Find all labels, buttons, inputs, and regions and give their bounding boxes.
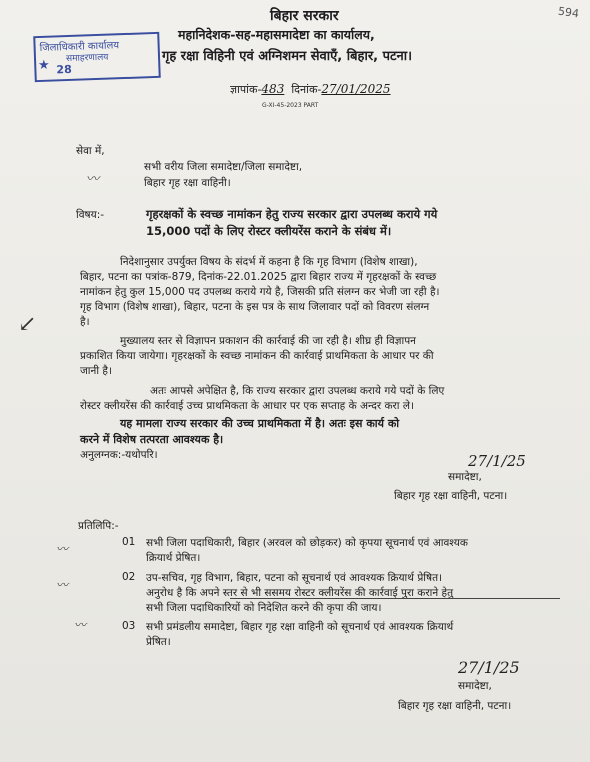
receipt-stamp	[33, 32, 161, 82]
subject-line-2: 15,000 पदों के लिए रोस्टर क्लीयरेंस कराने के संबंध में।	[146, 224, 392, 238]
signature-1-handwriting: 27/1/25	[468, 452, 526, 470]
to-label: सेवा में,	[76, 145, 105, 157]
copy-item-3-line-1: सभी प्रमंडलीय समादेष्टा, बिहार गृह रक्षा वाहिनी को सूचनार्थ एवं आवश्यक क्रियार्थ	[146, 621, 454, 633]
to-line-2: बिहार गृह रक्षा वाहिनी।	[144, 177, 231, 189]
reference-number: 483	[261, 82, 285, 96]
date-value: 27/01/2025	[321, 82, 391, 96]
body-p2-line-1: मुख्यालय स्तर से विज्ञापन प्रकाशन की कार्रवाई की जा रही है। शीघ्र ही विज्ञापन	[120, 335, 416, 347]
handwritten-margin-mark: ↙	[18, 312, 37, 337]
subject-label: विषय:-	[76, 209, 105, 221]
copy-item-1-line-2: क्रियार्थ प्रेषित।	[146, 552, 201, 564]
subject-line-1: गृहरक्षकों के स्वच्छ नामांकन हेतु राज्य सरकार द्वारा उपलब्ध कराये गये	[146, 207, 438, 221]
body-p2-line-2: प्रकाशित किया जायेगा। गृहरक्षकों के स्वच्छ नामांकन की कार्रवाई प्राथमिकता के आधार पर की	[80, 350, 434, 362]
enclosure-note: अनुलग्नक:-यथोपरि।	[80, 449, 158, 461]
signature-2-handwriting: 27/1/25	[458, 658, 520, 677]
body-p1-line-4: गृह विभाग (विशेष शाखा), बिहार, पटना के इस पत्र के साथ जिलावार पदों को विवरण संलग्न	[80, 301, 430, 313]
underline-item-2	[230, 598, 560, 599]
signature-1-title: समादेष्टा,	[448, 471, 482, 483]
signature-2-title: समादेष्टा,	[458, 680, 492, 692]
date-label: दिनांक-	[291, 83, 322, 96]
signature-2-org: बिहार गृह रक्षा वाहिनी, पटना।	[398, 700, 512, 712]
handwritten-tick-1: 〰	[56, 542, 69, 556]
office-name: महानिदेशक-सह-महासमादेष्टा का कार्यालय,	[178, 27, 375, 42]
copy-item-2-line-1: उप-सचिव, गृह विभाग, बिहार, पटना को सूचनार्थ एवं आवश्यक क्रियार्थ प्रेषित।	[146, 572, 443, 584]
body-p2-line-3: जानी है।	[80, 365, 112, 377]
copy-label: प्रतिलिपि:-	[78, 520, 119, 532]
body-p1-line-5: है।	[80, 316, 90, 328]
department-name: गृह रक्षा विहिनी एवं अग्निशमन सेवाएँ, बिहार, पटना।	[162, 49, 413, 64]
copy-item-1-number: 01	[122, 536, 136, 548]
stamp-line-2: समाहरणालय	[65, 52, 109, 65]
signature-1-org: बिहार गृह रक्षा वाहिनी, पटना।	[394, 490, 508, 502]
copy-item-2-number: 02	[122, 571, 136, 583]
reference-line	[230, 82, 391, 97]
copy-item-2-line-2: अनुरोध है कि अपने स्तर से भी ससमय रोस्टर क्लीयरेंस की कार्रवाई पुरा कराने हेतु	[146, 587, 454, 599]
body-p3-line-1: अतः आपसे अपेक्षित है, कि राज्य सरकार द्वारा उपलब्ध कराये गये पदों के लिए	[150, 385, 445, 397]
copy-item-3-line-2: प्रेषित।	[146, 636, 171, 648]
handwritten-tick-3: 〰	[74, 618, 87, 632]
handwritten-initial-mark: 〰	[86, 172, 100, 187]
handwritten-tick-2: 〰	[56, 578, 69, 592]
page-number-handwritten: 594	[557, 4, 580, 21]
government-title: बिहार सरकार	[270, 8, 339, 24]
copy-item-1-line-1: सभी जिला पदाधिकारी, बिहार (अरवल को छोड़कर) को कृपया सूचनार्थ एवं आवश्यक	[146, 537, 468, 549]
body-p1-line-3: नामांकन हेतु कुल 15,000 पद उपलब्ध कराये गये है, जिसकी प्रति संलग्न कर भेजी जा रही है।	[80, 286, 440, 298]
body-p3-line-2: रोस्टर क्लीयरेंस की कार्रवाई उच्च प्राथमिकता के आधार पर एक सप्ताह के अन्दर करा ले।	[80, 400, 414, 412]
body-p1-line-2: बिहार, पटना का पत्रांक-879, दिनांक-22.01.2025 द्वारा बिहार राज्य में गृहरक्षकों के स्वच्छ	[80, 271, 437, 283]
stamp-line-3: 28	[56, 62, 72, 77]
body-p4-line-2: करने में विशेष तत्परता आवश्यक है।	[80, 433, 224, 446]
star-icon: ★	[38, 58, 50, 73]
stamp-line-1: जिलाधिकारी कार्यालय	[39, 40, 120, 54]
copy-item-2-line-3: सभी जिला पदाधिकारियों को निदेशित करने की कृपा की जाय।	[146, 602, 382, 614]
reference-label: ज्ञापांक-	[230, 83, 262, 96]
file-code: G-XI-45-2023 PART	[262, 102, 319, 109]
body-p4-line-1: यह मामला राज्य सरकार की उच्च प्राथमिकता में है। अतः इस कार्य को	[120, 417, 400, 430]
copy-item-3-number: 03	[122, 620, 136, 632]
body-p1-line-1: निदेशानुसार उपर्युक्त विषय के संदर्भ में कहना है कि गृह विभाग (विशेष शाखा),	[120, 256, 418, 268]
to-line-1: सभी वरीय जिला समादेष्टा/जिला समादेष्टा,	[144, 161, 303, 173]
